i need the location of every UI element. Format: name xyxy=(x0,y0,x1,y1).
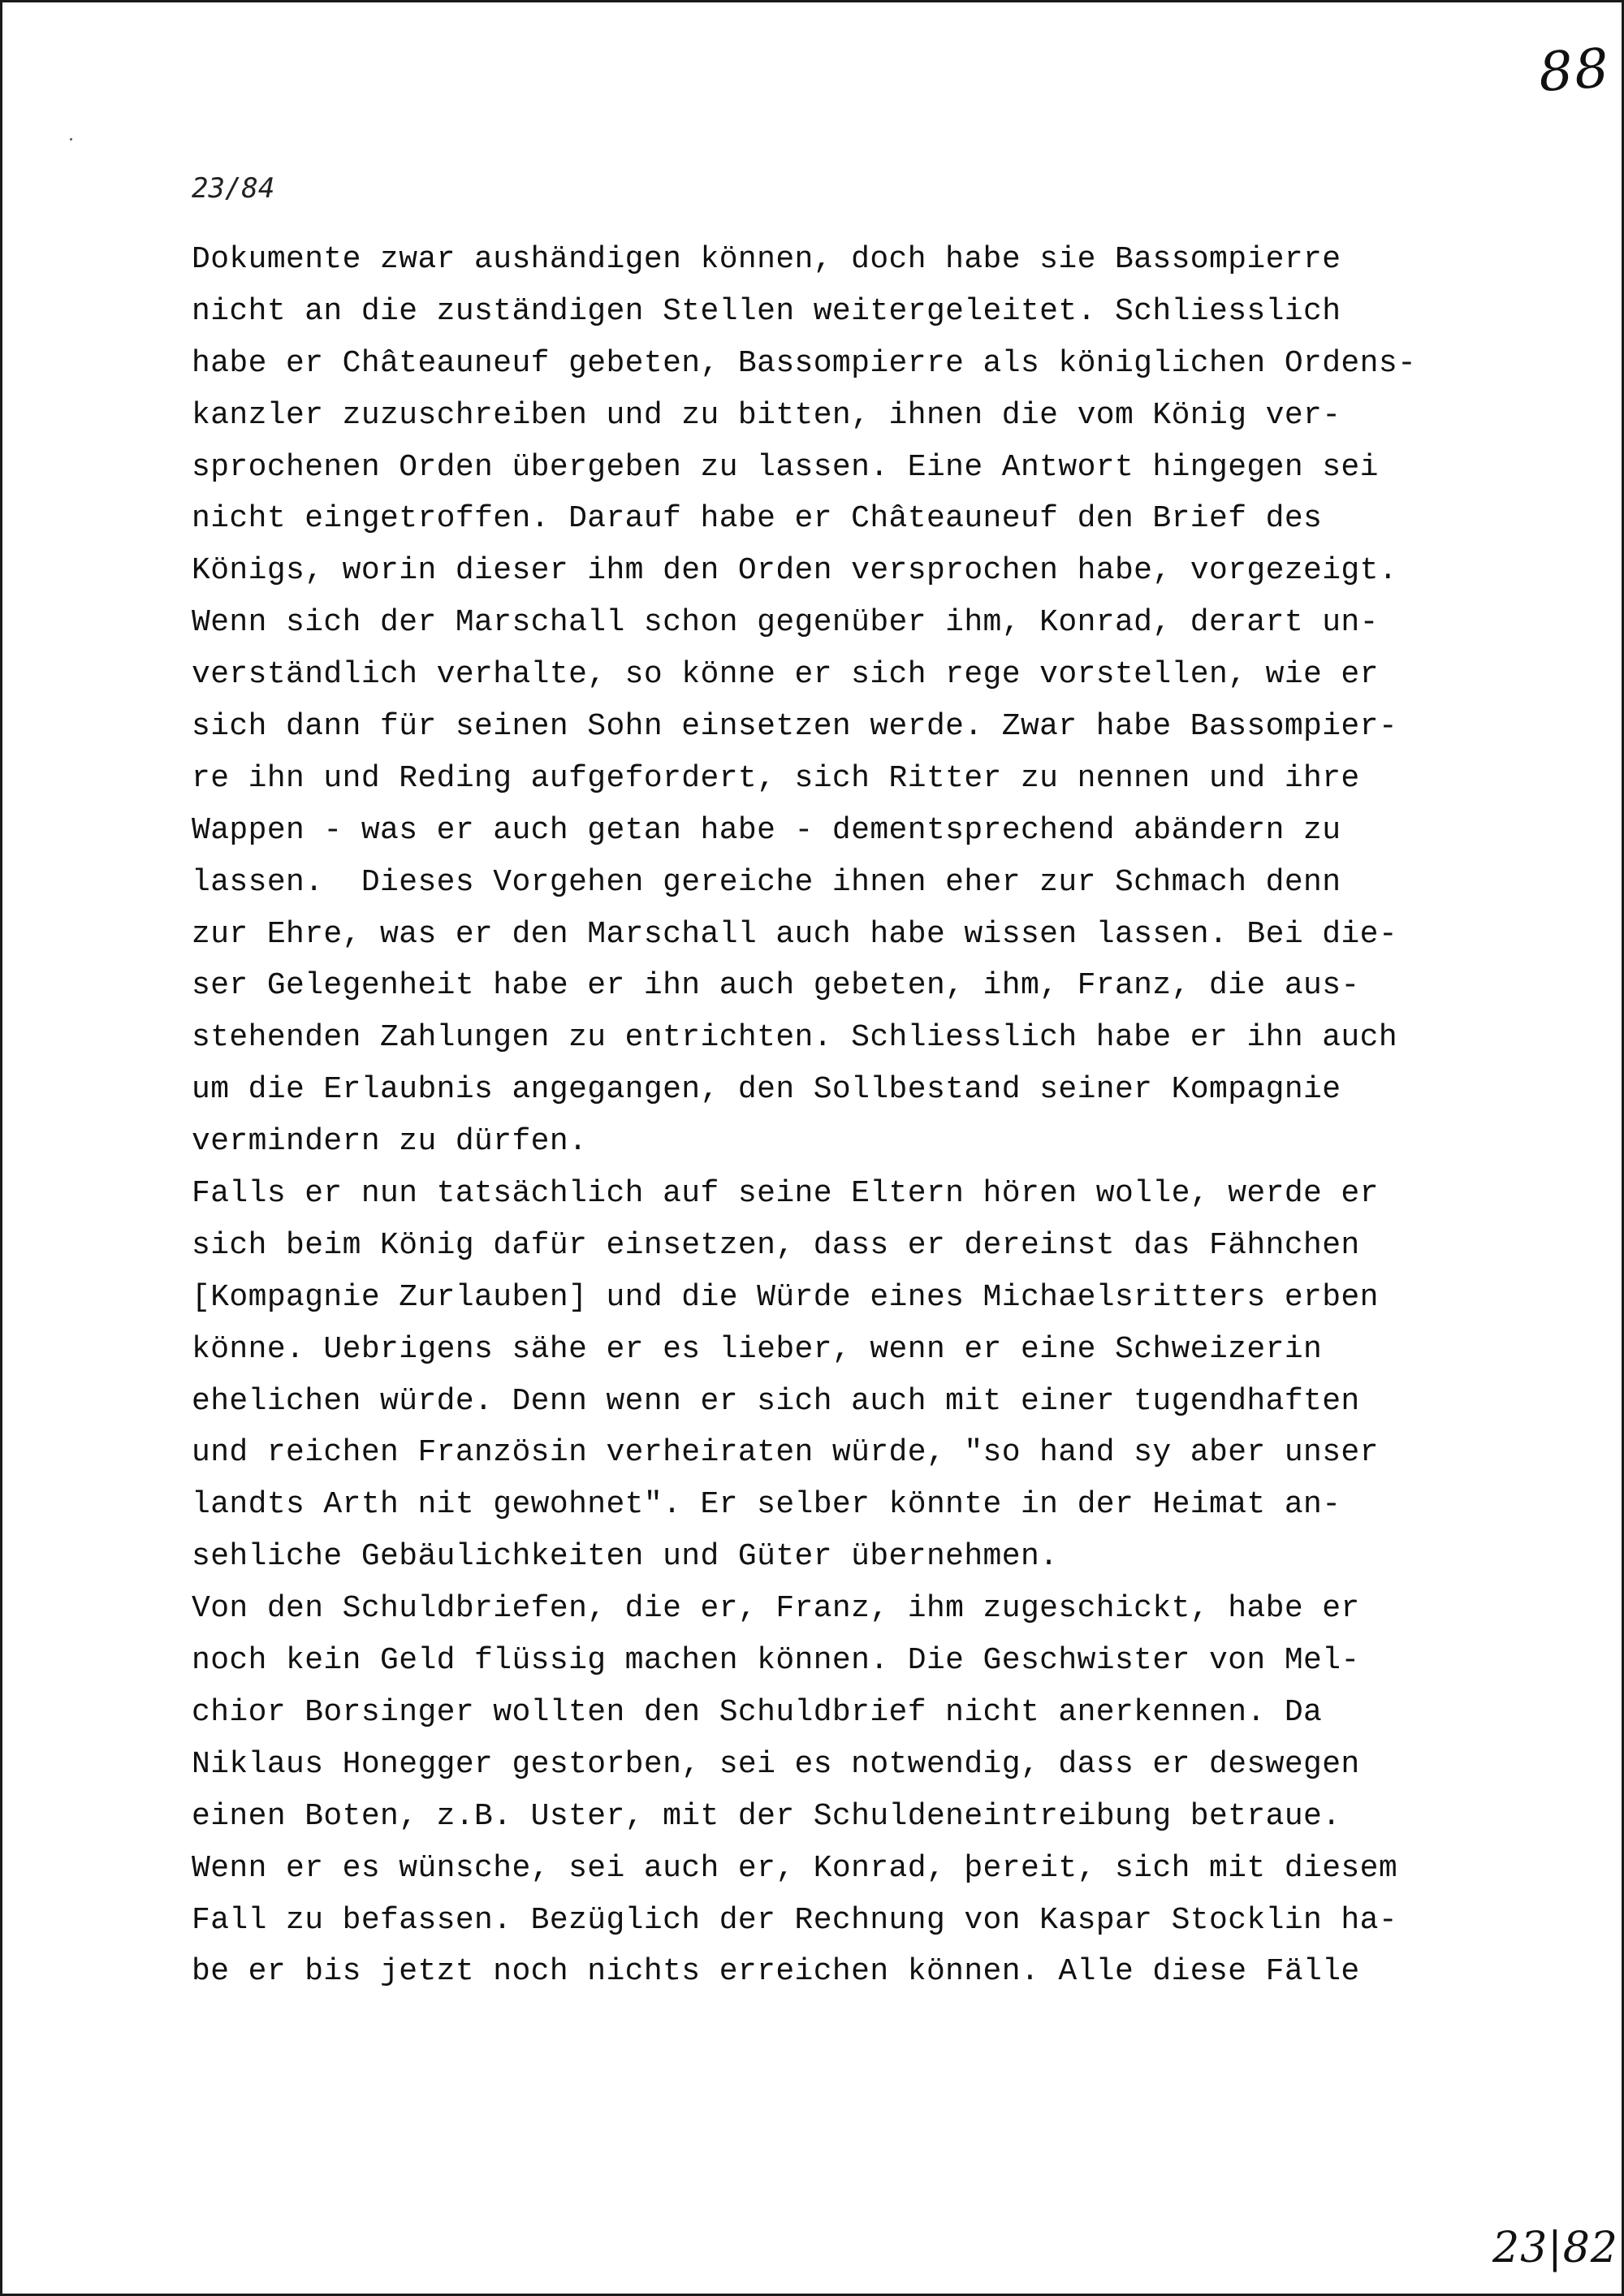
text-line: Fall zu befassen. Bezüglich der Rechnung von Kaspar Stocklin ha- xyxy=(192,1902,1398,1938)
text-line: Niklaus Honegger gestorben, sei es notwendig, dass er deswegen xyxy=(192,1746,1360,1782)
text-line: re ihn und Reding aufgefordert, sich Ritter zu nennen und ihre xyxy=(192,760,1360,796)
text-line: nicht an die zuständigen Stellen weitergeleitet. Schliesslich xyxy=(192,293,1341,329)
text-line: nicht eingetroffen. Darauf habe er Châteauneuf den Brief des xyxy=(192,501,1323,537)
text-line: be er bis jetzt noch nichts erreichen können. Alle diese Fälle xyxy=(192,1954,1360,1990)
text-line: sich dann für seinen Sohn einsetzen werde. Zwar habe Bassompier- xyxy=(192,709,1398,745)
text-line: um die Erlaubnis angegangen, den Sollbestand seiner Kompagnie xyxy=(192,1072,1341,1108)
text-line: stehenden Zahlungen zu entrichten. Schliesslich habe er ihn auch xyxy=(192,1020,1398,1056)
text-line: vermindern zu dürfen. xyxy=(192,1124,588,1160)
text-line: chior Borsinger wollten den Schuldbrief nicht anerkennen. Da xyxy=(192,1694,1323,1730)
body-text xyxy=(192,234,1491,1998)
text-line: und reichen Französin verheiraten würde, "so hand sy aber unser xyxy=(192,1435,1379,1471)
text-line: könne. Uebrigens sähe er es lieber, wenn er eine Schweizerin xyxy=(192,1331,1323,1367)
handwritten-folio-number: 23|82 xyxy=(1492,2224,1618,2272)
text-line: sich beim König dafür einsetzen, dass er dereinst das Fähnchen xyxy=(192,1227,1360,1263)
text-line: landts Arth nit gewohnet". Er selber könnte in der Heimat an- xyxy=(192,1487,1341,1523)
page-reference: 23/84 xyxy=(192,172,275,205)
scan-speck xyxy=(70,138,72,141)
text-line: lassen. Dieses Vorgehen gereiche ihnen eher zur Schmach denn xyxy=(192,864,1341,900)
text-line: verständlich verhalte, so könne er sich rege vorstellen, wie er xyxy=(192,657,1379,693)
text-line: einen Boten, z.B. Uster, mit der Schuldeneintreibung betraue. xyxy=(192,1798,1341,1834)
text-line: zur Ehre, was er den Marschall auch habe wissen lassen. Bei die- xyxy=(192,916,1398,952)
text-line: Wenn er es wünsche, sei auch er, Konrad, þereit, sich mit diesem xyxy=(192,1850,1398,1886)
text-line: kanzler zuzuschreiben und zu bitten, ihnen die vom König ver- xyxy=(192,397,1341,433)
text-line: ehelichen würde. Denn wenn er sich auch mit einer tugendhaften xyxy=(192,1383,1360,1419)
text-line: Falls er nun tatsächlich auf seine Eltern hören wolle, werde er xyxy=(192,1176,1379,1212)
text-line: habe er Châteauneuf gebeten, Bassompierre als königlichen Ordens- xyxy=(192,345,1417,381)
text-line: Königs, worin dieser ihm den Orden versprochen habe, vorgezeigt. xyxy=(192,553,1398,589)
text-line: ser Gelegenheit habe er ihn auch gebeten, ihm, Franz, die aus- xyxy=(192,968,1360,1004)
text-line: Dokumente zwar aushändigen können, doch habe sie Bassompierre xyxy=(192,242,1341,277)
text-line: sehliche Gebäulichkeiten und Güter übernehmen. xyxy=(192,1539,1059,1575)
page-border-top xyxy=(0,0,1624,2)
handwritten-page-number: 88 xyxy=(1536,37,1613,104)
text-line: Wappen - was er auch getan habe - dementsprechend abändern zu xyxy=(192,812,1341,848)
text-line: Wenn sich der Marschall schon gegenüber ihm, Konrad, derart un- xyxy=(192,605,1379,641)
text-line: Von den Schuldbriefen, die er, Franz, ihm zugeschickt, habe er xyxy=(192,1591,1360,1627)
text-line: [Kompagnie Zurlauben] und die Würde eines Michaelsritters erben xyxy=(192,1279,1379,1315)
text-line: noch kein Geld flüssig machen können. Die Geschwister von Mel- xyxy=(192,1643,1360,1679)
text-line: sprochenen Orden übergeben zu lassen. Eine Antwort hingegen sei xyxy=(192,449,1379,485)
page-border-left xyxy=(0,0,2,2296)
